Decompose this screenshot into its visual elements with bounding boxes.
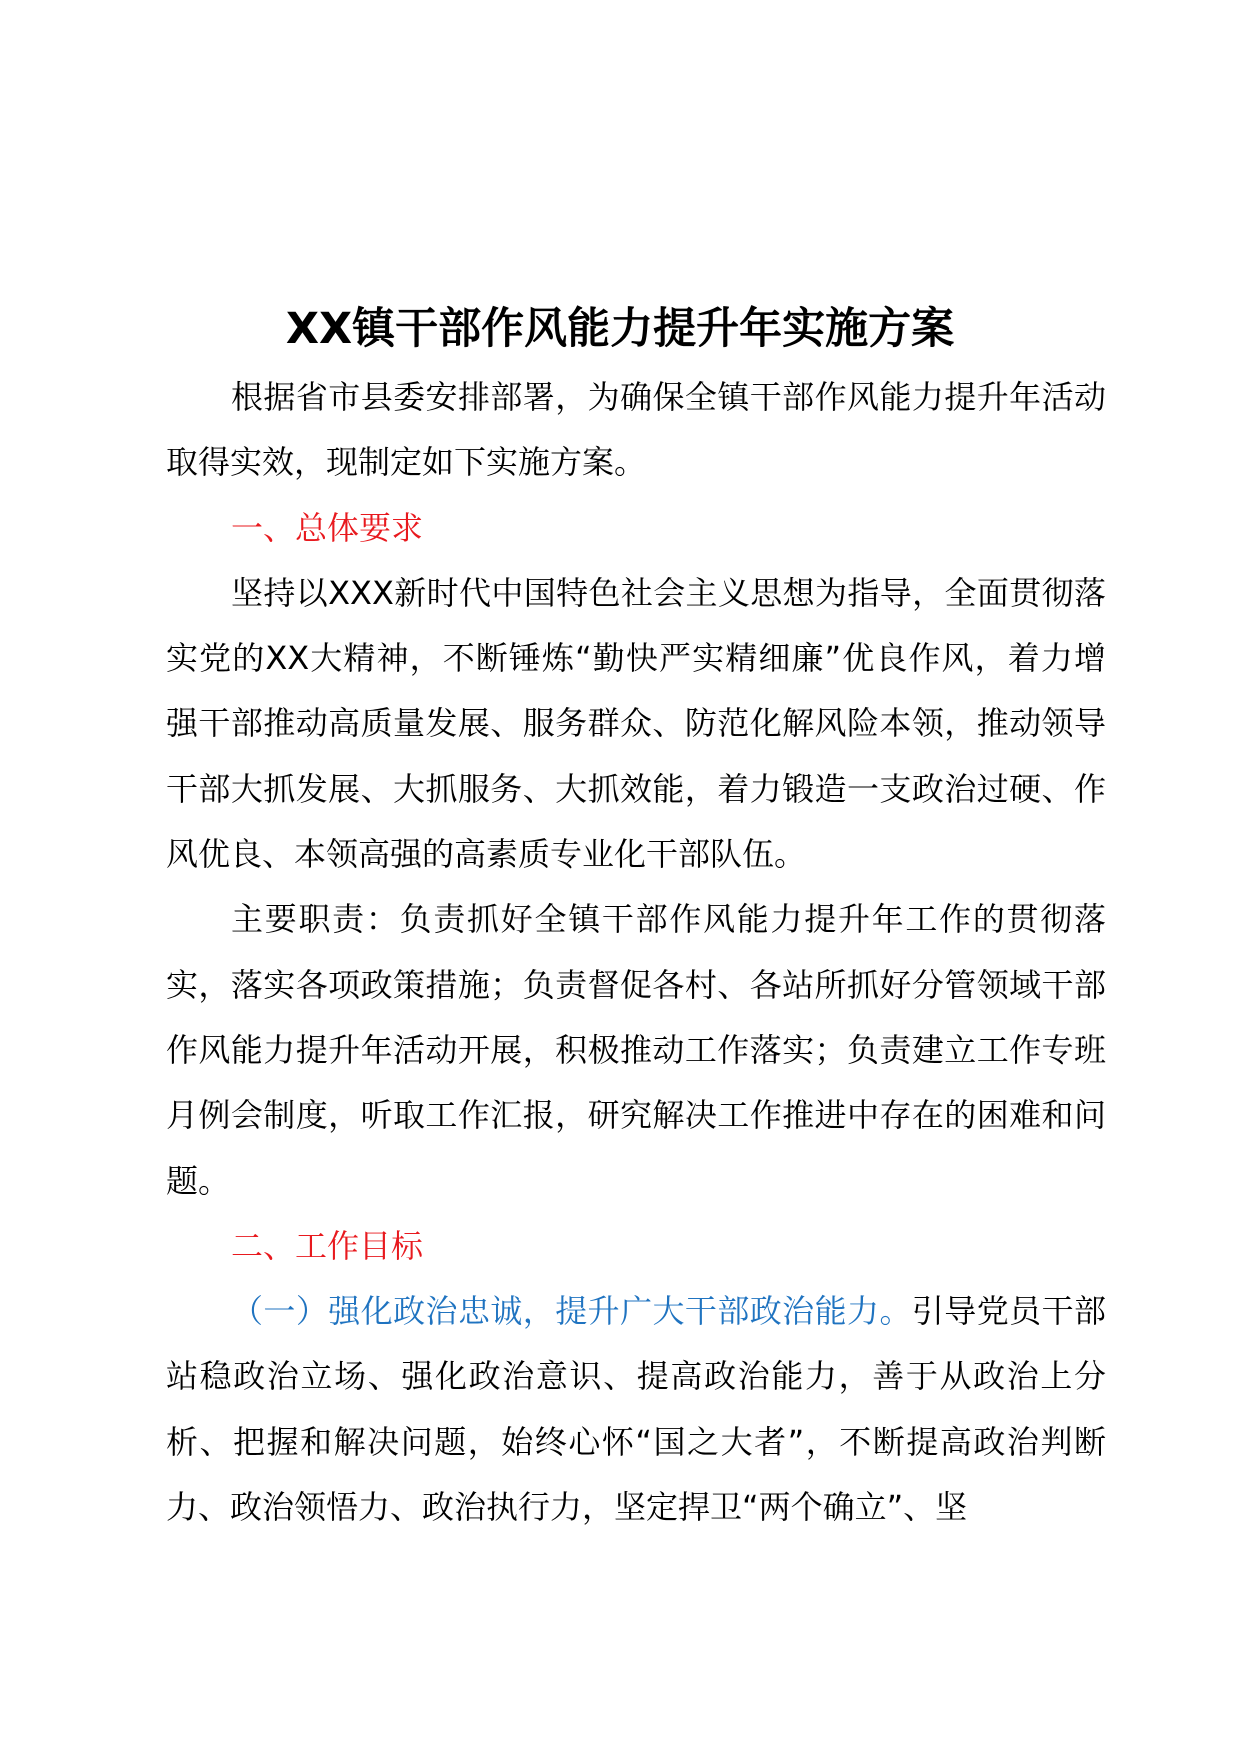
document-title: XX镇干部作风能力提升年实施方案	[285, 303, 955, 354]
general-requirements-paragraph: 坚持以XXX新时代中国特色社会主义思想为指导，全面贯彻落实党的XX大精神，不断锤炼“勤快严实精细廉”优良作风，着力增强干部推动高质量发展、服务群众、防范化解风险本领，推动领导干部大抓发展、大抓服务、大抓效能，着力锻造一支政治过硬、作风优良、本领高强的高素质专业化干部队伍。	[166, 573, 1106, 874]
work-goal-item-1	[166, 1279, 1106, 1540]
work-goal-item-1-text: 引导党员干部站稳政治立场、强化政治意识、提高政治能力，善于从政治上分析、把握和解决问题，始终心怀“国之大者”，不断提高政治判断力、政治领悟力、政治执行力，坚定捍卫“两个确立”、坚	[166, 1292, 1106, 1527]
section-heading-work-goals: 二、工作目标	[231, 1226, 424, 1265]
document-body	[166, 365, 1106, 1540]
work-goal-item-1-lead: （一）强化政治忠诚，提升广大干部政治能力。	[231, 1292, 912, 1331]
section-heading-general-requirements: 一、总体要求	[231, 508, 424, 547]
main-duties-paragraph: 主要职责：负责抓好全镇干部作风能力提升年工作的贯彻落实，落实各项政策措施；负责督促各村、各站所抓好分管领域干部作风能力提升年活动开展，积极推动工作落实；负责建立工作专班月例会制度，听取工作汇报，研究解决工作推进中存在的困难和问题。	[166, 900, 1106, 1200]
intro-paragraph: 根据省市县委安排部署，为确保全镇干部作风能力提升年活动取得实效，现制定如下实施方案。	[166, 378, 1106, 482]
